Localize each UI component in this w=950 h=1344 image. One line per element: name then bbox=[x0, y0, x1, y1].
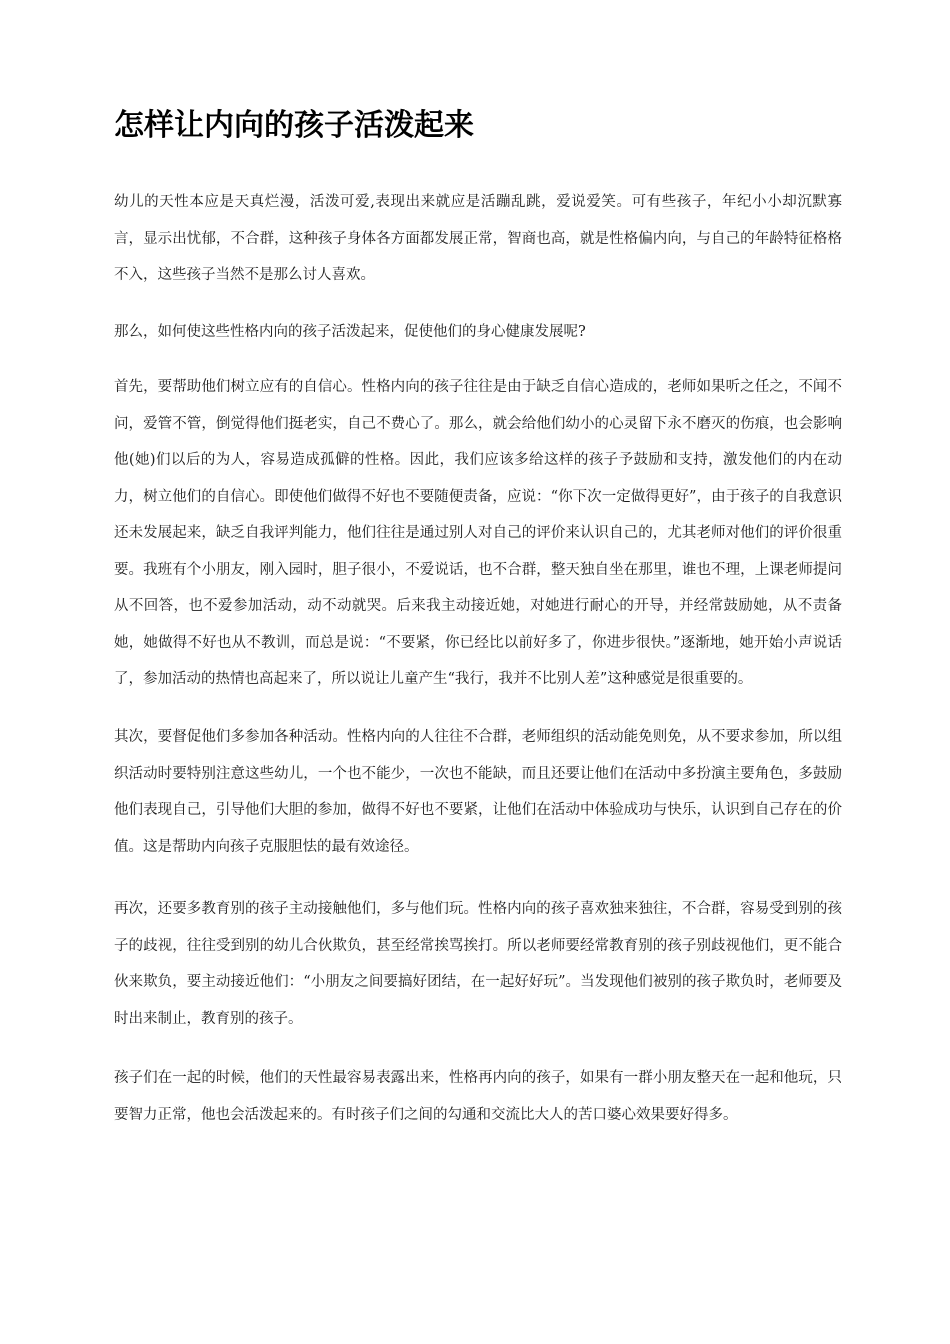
paragraph-5: 再次，还要多教育别的孩子主动接触他们，多与他们玩。性格内向的孩子喜欢独来独往，不合群，容易受到别的孩子的歧视，往往受到别的幼儿合伙欺负，甚至经常挨骂挨打。所以老师要经常教育别的孩子别歧视他们，更不能合伙来欺负，要主动接近他们：“小朋友之间要搞好团结，在一起好好玩”。当发现他们被别的孩子欺负时，老师要及时出来制止，教育别的孩子。 bbox=[114, 901, 842, 1027]
paragraph-2: 那么，如何使这些性格内向的孩子活泼起来，促使他们的身心健康发展呢? bbox=[114, 324, 586, 340]
paragraph-6: 孩子们在一起的时候，他们的天性最容易表露出来，性格再内向的孩子，如果有一群小朋友整天在一起和他玩，只要智力正常，他也会活泼起来的。有时孩子们之间的勾通和交流比大人的苦口婆心效果要好得多。 bbox=[114, 1070, 842, 1123]
paragraph-4: 其次，要督促他们多参加各种活动。性格内向的人往往不合群，老师组织的活动能免则免，从不要求参加，所以组织活动时要特别注意这些幼儿，一个也不能少，一次也不能缺，而且还要让他们在活动中多扮演主要角色，多鼓励他们表现自己，引导他们大胆的参加，做得不好也不要紧，让他们在活动中体验成功与快乐，认识到自己存在的价值。这是帮助内向孩子克服胆怯的最有效途径。 bbox=[114, 729, 842, 855]
paragraph-1: 幼儿的天性本应是天真烂漫，活泼可爱,表现出来就应是活蹦乱跳，爱说爱笑。可有些孩子，年纪小小却沉默寡言，显示出忧郁，不合群，这种孩子身体各方面都发展正常，智商也高，就是性格偏内向，与自己的年龄特征格格不入，这些孩子当然不是那么讨人喜欢。 bbox=[114, 194, 842, 283]
document-title: 怎样让内向的孩子活泼起来 bbox=[114, 108, 474, 143]
paragraph-3: 首先，要帮助他们树立应有的自信心。性格内向的孩子往往是由于缺乏自信心造成的，老师如果听之任之，不闻不问，爱管不管，倒觉得他们挺老实，自己不费心了。那么，就会给他们幼小的心灵留下永不磨灭的伤痕，也会影响他(她)们以后的为人，容易造成孤僻的性格。因此，我们应该多给这样的孩子予鼓励和支持，激发他们的内在动力，树立他们的自信心。即使他们做得不好也不要随便责备，应说：“你下次一定做得更好”，由于孩子的自我意识还未发展起来，缺乏自我评判能力，他们往往是通过别人对自己的评价来认识自己的，尤其老师对他们的评价很重要。我班有个小朋友，刚入园时，胆子很小，不爱说话，也不合群，整天独自坐在那里，谁也不理，上课老师提问从不回答，也不爱参加活动，动不动就哭。后来我主动接近她，对她进行耐心的开导，并经常鼓励她，从不责备她，她做得不好也从不教训，而总是说：“不要紧，你已经比以前好多了，你进步很快。”逐渐地，她开始小声说话了，参加活动的热情也高起来了，所以说让儿童产生“我行，我并不比别人差”这种感觉是很重要的。 bbox=[114, 379, 842, 687]
